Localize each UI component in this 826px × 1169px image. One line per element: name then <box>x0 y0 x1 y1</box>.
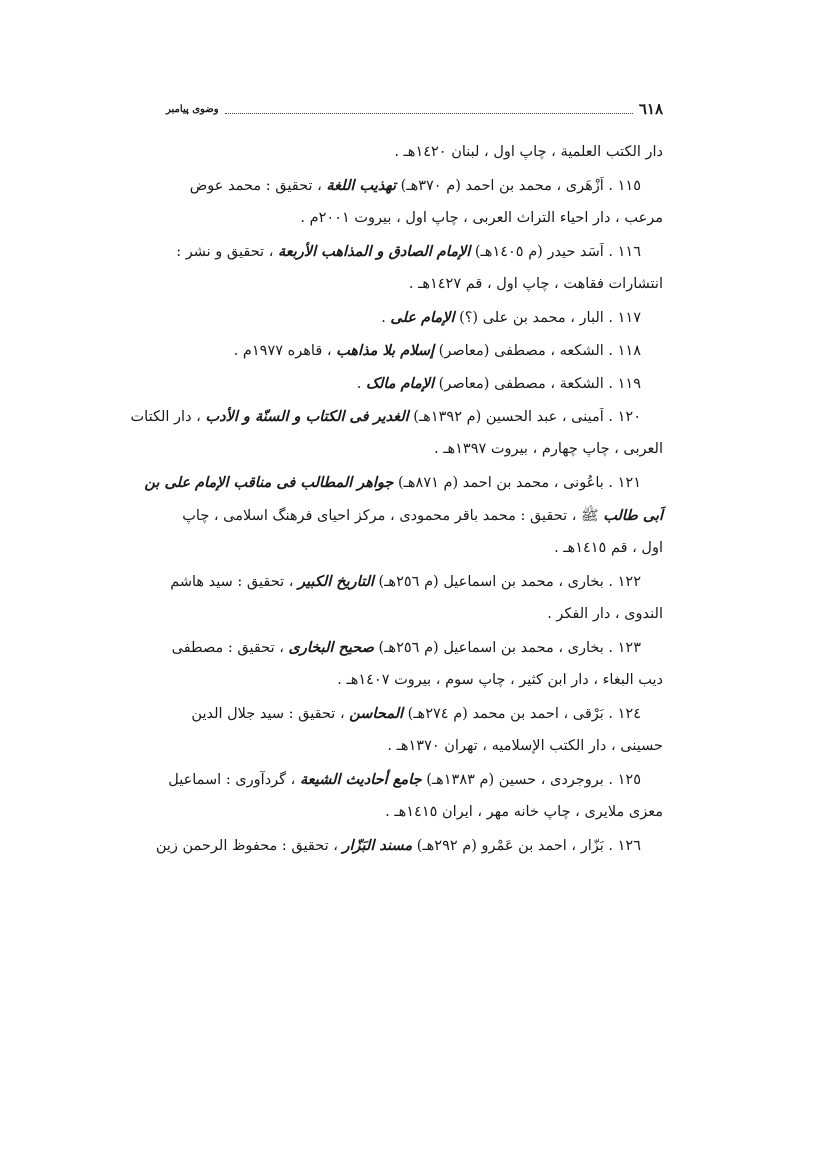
bibliography-entry <box>166 334 663 367</box>
entry-text: مرعب ، دار احياء التراث العربی ، چاپ اول ، بيروت ٢٠٠١م . <box>300 210 663 226</box>
entry-text: ١١٧ . البار ، محمد بن علی (؟) <box>454 310 641 326</box>
entry-text: ، تحقيق : سيد هاشم <box>170 574 299 590</box>
entry-text: اول ، قم ١٤١٥هـ . <box>554 540 663 556</box>
entry-text: الندوی ، دار الفكر . <box>547 606 663 622</box>
entry-text: ١٢٢ . بخاری ، محمد بن اسماعيل (م ٢٥٦هـ) <box>373 574 641 590</box>
entry-line <box>166 235 663 268</box>
book-title: الإمام علی <box>390 309 455 326</box>
entry-line <box>166 268 663 301</box>
entry-text: دار الكتب العلمية ، چاپ اول ، لبنان ١٤٢٠هـ . <box>394 144 663 160</box>
entry-text: ١٢٥ . بروجردی ، حسين (م ١٣٨٣هـ) <box>421 772 641 788</box>
entry-text: ، قاهره ١٩٧٧م . <box>233 343 337 359</box>
bibliography-entry <box>166 235 663 301</box>
bibliography-entry <box>166 631 663 697</box>
entry-text: ١٢١ . باعُونی ، محمد بن احمد (م ٨٧١هـ) <box>393 475 641 491</box>
entry-text: ١٢٠ . اَمينی ، عبد الحسين (م ١٣٩٢هـ) <box>408 409 641 425</box>
entry-text: ١١٨ . الشكعه ، مصطفی (معاصر) <box>434 343 641 359</box>
entry-line <box>166 202 663 235</box>
bibliography-entry <box>130 400 663 466</box>
bibliography-entry <box>144 466 663 565</box>
entry-text: ١٢٣ . بخاری ، محمد بن اسماعيل (م ٢٥٦هـ) <box>373 640 641 656</box>
entry-text: . <box>381 310 391 326</box>
entry-line <box>166 499 663 532</box>
entry-text: انتشارات فقاهت ، چاپ اول ، قم ١٤٢٧هـ . <box>408 276 663 292</box>
entry-line <box>166 433 663 466</box>
entry-line <box>166 334 663 367</box>
entry-line <box>166 796 663 829</box>
entry-line <box>130 400 663 433</box>
entry-line <box>166 367 663 400</box>
entry-text: ١١٦ . اَسَد حيدر (م ١٤٠٥هـ) <box>470 244 641 260</box>
bibliography-entry <box>166 763 663 829</box>
entry-line <box>166 730 663 763</box>
bibliography-entry <box>155 829 663 862</box>
book-title: الإمام مالک <box>365 375 435 392</box>
entry-text: ١٢٤ . بَرْقی ، احمد بن محمد (م ٢٧٤هـ) <box>403 706 641 722</box>
bibliography-list <box>130 136 663 862</box>
book-title: اَبی طالب <box>603 507 663 524</box>
bibliography-entry <box>166 565 663 631</box>
bibliography-entry <box>166 697 663 763</box>
bibliography-entry <box>166 136 663 169</box>
entry-text: ، تحقيق : مصطفی <box>171 640 289 656</box>
entry-text: ، تحقيق : محفوظ الرحمن زين <box>155 838 343 854</box>
book-title: صحيح البخاری <box>288 639 374 656</box>
entry-line <box>166 664 663 697</box>
entry-line <box>166 598 663 631</box>
entry-text: ، تحقيق : سيد جلال الدين <box>191 706 350 722</box>
entry-text: ، تحقيق و نشر : <box>176 244 278 260</box>
entry-line <box>166 301 663 334</box>
book-title: مسند البَزّار <box>342 837 413 854</box>
page-header <box>166 96 663 122</box>
bibliography-entry <box>166 367 663 400</box>
entry-line <box>166 697 663 730</box>
document-page <box>130 96 663 862</box>
header-dot-leader <box>225 113 633 114</box>
book-title: الغدير فی الكتاب و السنّة و الأدب <box>205 408 409 425</box>
entry-text: ، گردآوری : اسماعيل <box>168 772 300 788</box>
book-title: جواهر المطالب فی مناقب الإمام علی بن <box>144 474 394 491</box>
entry-text: العربی ، چاپ چهارم ، بيروت ١٣٩٧هـ . <box>434 441 663 457</box>
entry-text: ١٢٦ . بَزّار ، احمد بن عَمْرو (م ٢٩٢هـ) <box>412 838 641 854</box>
entry-line <box>166 631 663 664</box>
book-title: تهذيب اللغة <box>326 177 397 194</box>
entry-text: معزی ملايری ، چاپ خانه مهر ، ايران ١٤١٥هـ . <box>385 804 663 820</box>
entry-text: ١١٩ . الشكعة ، مصطفی (معاصر) <box>434 376 641 392</box>
entry-line <box>166 169 663 202</box>
running-title: وضوی پیامبر <box>166 103 219 115</box>
bibliography-entry <box>166 301 663 334</box>
entry-line <box>166 136 663 169</box>
entry-text: ، دار الكتات <box>130 409 206 425</box>
entry-line <box>166 532 663 565</box>
entry-text: ﷺ ، تحقيق : محمد باقر محمودی ، مركز احيای فرهنگ اسلامی ، چاپ <box>182 508 604 524</box>
entry-line <box>144 466 663 499</box>
book-title: جامع أحاديث الشيعة <box>299 771 422 788</box>
book-title: التاريخ الكبير <box>298 573 374 590</box>
page-number: ٦١٨ <box>638 100 663 118</box>
book-title: المحاسن <box>349 705 404 722</box>
entry-line <box>166 565 663 598</box>
entry-line <box>155 829 663 862</box>
entry-text: ، تحقيق : محمد عوض <box>189 178 327 194</box>
book-title: إسلام بلا مذاهب <box>336 342 435 359</box>
entry-text: ١١٥ . اَزْهَری ، محمد بن احمد (م ٣٧٠هـ) <box>396 178 641 194</box>
entry-text: حسينی ، دار الكتب الإسلاميه ، تهران ١٣٧٠هـ . <box>387 738 663 754</box>
entry-text: ديب البغاء ، دار ابن كثير ، چاپ سوم ، بيروت ١٤٠٧هـ . <box>337 672 663 688</box>
bibliography-entry <box>166 169 663 235</box>
entry-text: . <box>356 376 366 392</box>
book-title: الإمام الصادق و المذاهب الأربعة <box>278 243 471 260</box>
entry-line <box>166 763 663 796</box>
